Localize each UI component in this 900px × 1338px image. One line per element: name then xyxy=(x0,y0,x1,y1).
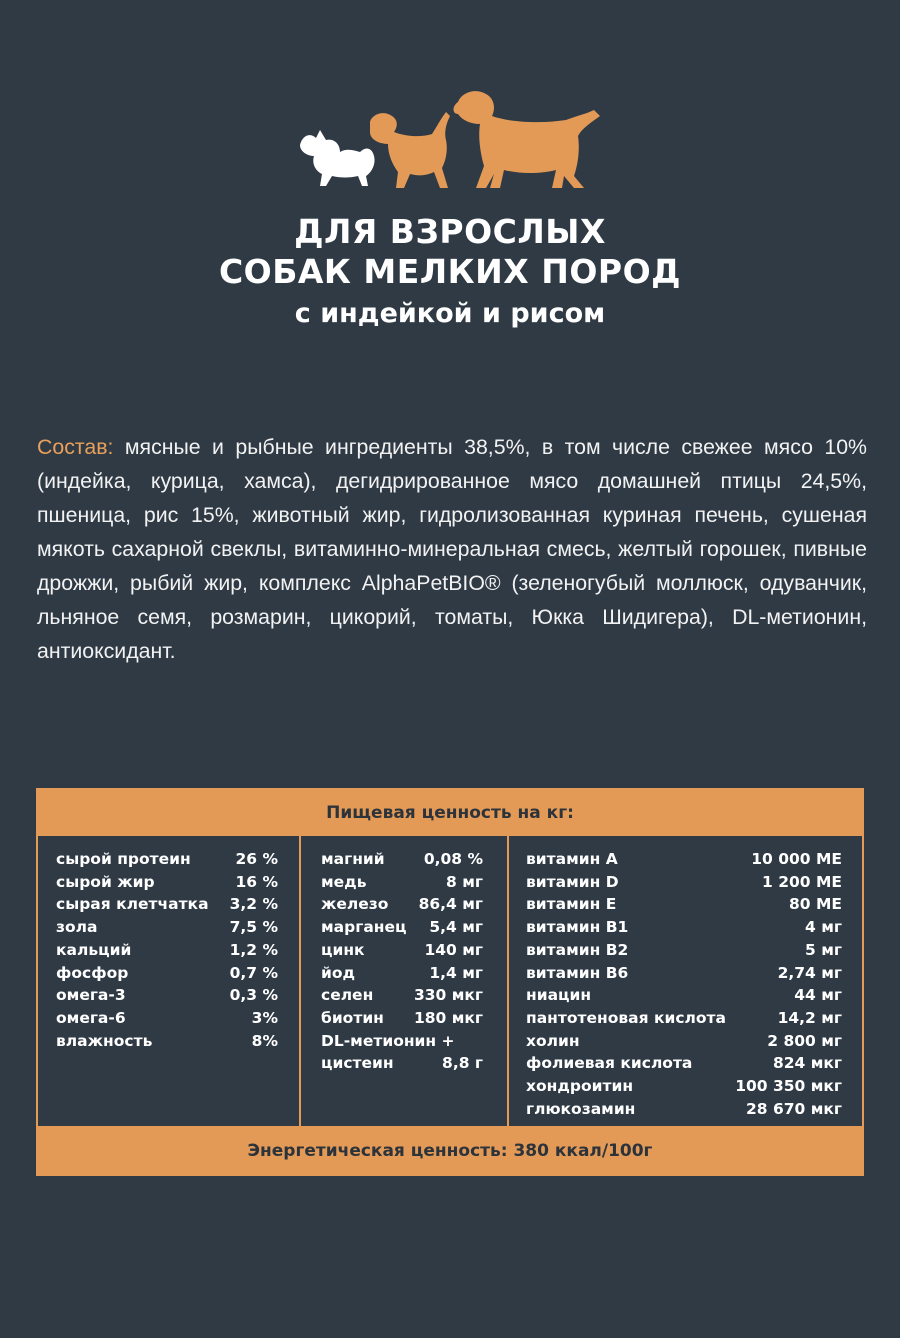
nutrient-value: 8 мг xyxy=(446,872,483,891)
nutrient-row xyxy=(526,1098,842,1121)
nutrient-row xyxy=(321,1052,483,1075)
nutrient-row xyxy=(321,893,483,916)
nutrient-value: 1,2 % xyxy=(229,940,278,959)
nutrient-name: витамин A xyxy=(526,850,618,868)
nutrient-value: 1,4 мг xyxy=(429,963,483,982)
nutrient-value: 8,8 г xyxy=(442,1054,483,1073)
nutrient-name: фолиевая кислота xyxy=(526,1054,693,1073)
dogs-illustration xyxy=(0,80,900,200)
nutrient-value: 5,4 мг xyxy=(429,918,483,937)
nutrient-row xyxy=(526,848,842,871)
nutrient-row xyxy=(526,1075,842,1098)
nutrient-row xyxy=(56,939,278,962)
nutrient-value: 7,5 % xyxy=(229,918,278,937)
nutrient-row xyxy=(526,1007,842,1030)
nutrient-value: 80 МЕ xyxy=(789,895,842,914)
nutrient-name: цистеин xyxy=(321,1054,394,1073)
nutrient-name: биотин xyxy=(321,1008,384,1027)
nutrient-value: 14,2 мг xyxy=(777,1008,842,1027)
nutrient-name: фосфор xyxy=(56,963,129,982)
nutrient-name: сырой протеин xyxy=(56,850,191,868)
nutrient-row xyxy=(526,1030,842,1053)
nutrient-name: витамин B1 xyxy=(526,918,629,937)
nutrient-name: пантотеновая кислота xyxy=(526,1008,726,1027)
title-line-1: ДЛЯ ВЗРОСЛЫХ xyxy=(294,212,606,251)
nutrient-row xyxy=(56,916,278,939)
nutrient-name: железо xyxy=(321,895,389,914)
nutrient-row xyxy=(56,893,278,916)
nutrient-name: витамин B2 xyxy=(526,940,629,959)
nutrient-row xyxy=(56,848,278,871)
nutrition-grid xyxy=(36,836,864,1126)
nutrient-row xyxy=(56,1030,278,1053)
nutrient-name: ниацин xyxy=(526,986,592,1005)
nutrient-value: 0,7 % xyxy=(229,963,278,982)
nutrient-row xyxy=(56,1007,278,1030)
nutrition-column-1 xyxy=(56,848,278,1052)
nutrient-value: 5 мг xyxy=(805,940,842,959)
nutrient-name: медь xyxy=(321,872,367,891)
divider xyxy=(299,836,301,1126)
nutrient-row xyxy=(526,939,842,962)
nutrient-row xyxy=(56,984,278,1007)
nutrient-name: зола xyxy=(56,918,98,937)
medium-dog-icon xyxy=(370,112,450,188)
nutrient-name: витамин D xyxy=(526,872,619,891)
nutrient-name: сырой жир xyxy=(56,872,155,891)
nutrient-row xyxy=(526,893,842,916)
nutrient-value: 16 % xyxy=(235,872,278,891)
nutrient-row xyxy=(321,939,483,962)
small-dog-icon xyxy=(300,130,375,186)
nutrient-name: йод xyxy=(321,963,356,982)
nutrient-name: магний xyxy=(321,850,385,868)
nutrient-value: 100 350 мкг xyxy=(735,1077,842,1096)
title-line-2: СОБАК МЕЛКИХ ПОРОД xyxy=(218,252,682,291)
nutrient-value: 3,2 % xyxy=(229,895,278,914)
nutrient-name: витамин B6 xyxy=(526,963,629,982)
nutrient-value: 140 мг xyxy=(424,940,483,959)
nutrient-name: селен xyxy=(321,986,374,1005)
nutrient-row xyxy=(56,962,278,985)
nutrient-name: DL-метионин + xyxy=(321,1031,455,1050)
nutrient-name: витамин E xyxy=(526,895,617,914)
composition-body: мясные и рыбные ингредиенты 38,5%, в том числе свежее мясо 10% (индейка, курица, хамса), дегидрированное мясо домашней птицы 24,5%, пшеница, рис 15%, животный жир, гидролизованная куриная печень, сушеная мякоть сахарной свеклы, витаминно-минеральная смесь, желтый горошек, пивные дрожжи, рыбий жир, комплекс AlphaPetBIO® (зеленогубый моллюск, одуванчик, льняное семя, розмарин, цикорий, томаты, Юкка Шидигера), DL-метионин, антиоксидант. xyxy=(37,435,867,663)
nutrient-row xyxy=(321,871,483,894)
nutrient-name: омега-6 xyxy=(56,1008,126,1027)
nutrient-name: влажность xyxy=(56,1031,153,1050)
nutrient-row xyxy=(526,916,842,939)
energy-value: Энергетическая ценность: 380 ккал/100г xyxy=(36,1126,864,1176)
page-title xyxy=(0,212,900,292)
nutrient-value: 330 мкг xyxy=(413,986,483,1005)
nutrient-name: омега-3 xyxy=(56,986,126,1005)
nutrient-row xyxy=(526,1052,842,1075)
nutrient-row xyxy=(321,962,483,985)
nutrition-panel xyxy=(36,788,864,1161)
nutrition-header: Пищевая ценность на кг: xyxy=(36,788,864,836)
nutrient-row xyxy=(321,1030,483,1053)
nutrient-name: кальций xyxy=(56,940,132,959)
nutrient-row xyxy=(56,871,278,894)
nutrient-value: 4 мг xyxy=(805,918,842,937)
nutrient-value: 0,3 % xyxy=(229,986,278,1005)
composition-text xyxy=(37,430,867,668)
nutrient-row xyxy=(321,848,483,871)
nutrient-value: 3% xyxy=(251,1008,278,1027)
nutrient-row xyxy=(321,916,483,939)
nutrient-value: 824 мкг xyxy=(772,1054,842,1073)
divider xyxy=(507,836,509,1126)
nutrient-value: 0,08 % xyxy=(423,850,483,868)
nutrient-value: 10 000 МЕ xyxy=(751,850,842,868)
nutrient-name: хондроитин xyxy=(526,1077,634,1096)
nutrition-column-3 xyxy=(526,848,842,1120)
divider xyxy=(862,836,864,1126)
nutrient-value: 2,74 мг xyxy=(777,963,842,982)
nutrient-value: 28 670 мкг xyxy=(745,1099,842,1118)
nutrient-name: сырая клетчатка xyxy=(56,895,209,914)
nutrient-value: 44 мг xyxy=(794,986,842,1005)
page-subtitle: с индейкой и рисом xyxy=(294,298,606,329)
nutrient-value: 26 % xyxy=(235,850,278,868)
nutrient-name: марганец xyxy=(321,918,407,937)
nutrient-name: холин xyxy=(526,1031,580,1050)
nutrient-value: 8% xyxy=(251,1031,278,1050)
nutrient-row xyxy=(526,984,842,1007)
nutrient-value: 1 200 МЕ xyxy=(762,872,842,891)
nutrient-row xyxy=(321,984,483,1007)
composition-lead: Состав: xyxy=(37,435,114,459)
nutrition-column-2 xyxy=(321,848,483,1075)
nutrient-name: глюкозамин xyxy=(526,1099,636,1118)
divider xyxy=(36,836,38,1126)
nutrient-value: 2 800 мг xyxy=(767,1031,842,1050)
nutrient-row xyxy=(526,871,842,894)
nutrient-row xyxy=(321,1007,483,1030)
nutrient-name: цинк xyxy=(321,940,365,959)
nutrient-row xyxy=(526,962,842,985)
large-dog-icon xyxy=(454,91,601,188)
nutrient-value: 180 мкг xyxy=(413,1008,483,1027)
nutrient-value: 86,4 мг xyxy=(418,895,483,914)
